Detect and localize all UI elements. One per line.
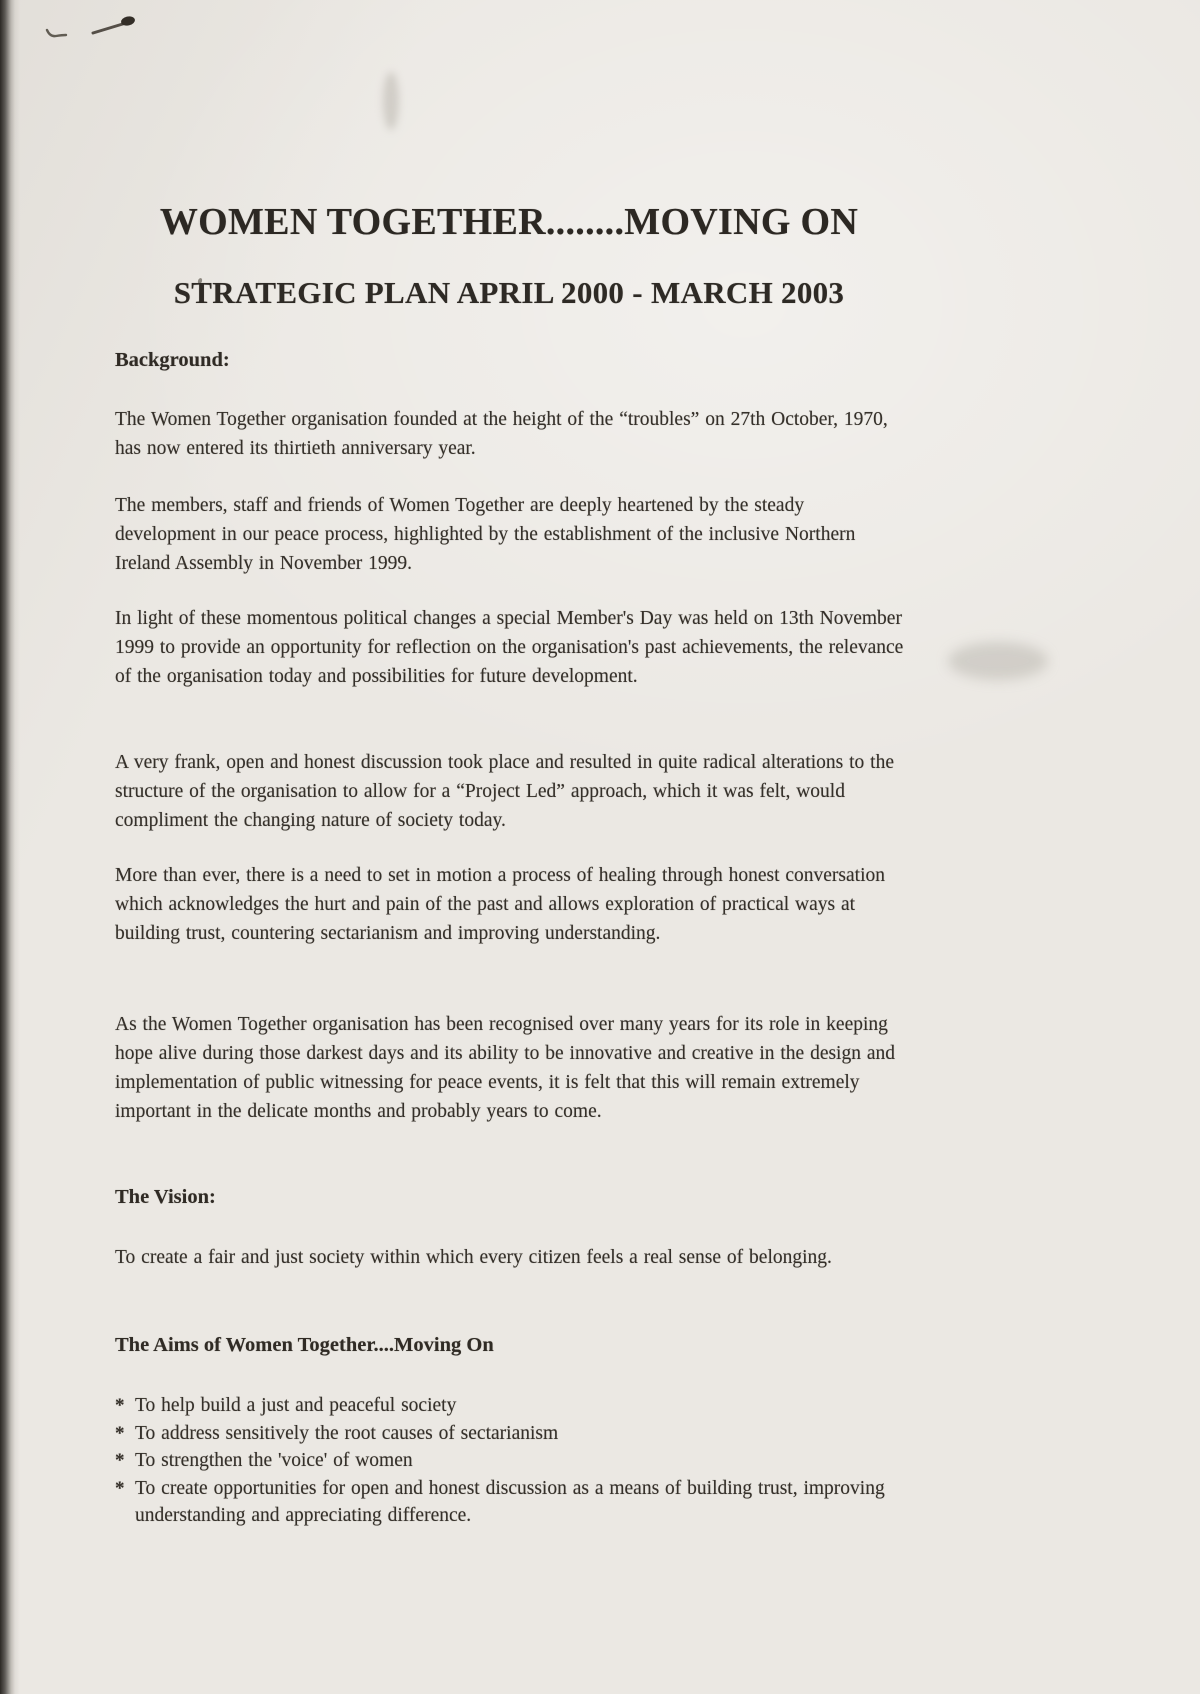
aim-text: To create opportunities for open and honest discussion as a means of building trust, improving understanding and appreciating difference.	[135, 1477, 885, 1527]
aims-list-item	[115, 1475, 915, 1530]
bullet-asterisk-icon: *	[115, 1450, 125, 1472]
background-paragraph-5: More than ever, there is a need to set in motion a process of healing through honest conversation which acknowledges the hurt and pain of the past and allows exploration of practical ways at building trust, countering sectarianism and improving understanding.	[115, 865, 886, 944]
background-paragraph-3: In light of these momentous political changes a special Member's Day was held on 13th November 1999 to provide an opportunity for reflection on the organisation's past achievements, the relevance of the organisation today and possibilities for future development.	[115, 608, 904, 687]
background-paragraph-1: The Women Together organisation founded at the height of the “troubles” on 27th October, 1970, has now entered its thirtieth anniversary year.	[115, 409, 888, 459]
vision-heading: The Vision:	[115, 1186, 216, 1208]
aim-text: To strengthen the 'voice' of women	[135, 1450, 413, 1472]
background-heading: Background:	[115, 349, 230, 371]
bullet-asterisk-icon: *	[115, 1477, 125, 1499]
pen-mark-icon	[0, 0, 180, 70]
scan-edge-shadow	[0, 0, 20, 1694]
photocopy-smudge	[383, 72, 399, 130]
background-paragraph-4: A very frank, open and honest discussion took place and resulted in quite radical alterations to the structure of the organisation to allow for a “Project Led” approach, which it was felt, would compliment the changing nature of society today.	[115, 752, 894, 831]
bullet-asterisk-icon: *	[115, 1422, 125, 1444]
bullet-asterisk-icon: *	[115, 1395, 125, 1416]
background-paragraph-6: As the Women Together organisation has been recognised over many years for its role in keeping hope alive during those darkest days and its ability to be innovative and creative in the design and implementation of public witnessing for peace events, it is felt that this will remain extremely important in the delicate months and probably years to come.	[115, 1014, 896, 1122]
aims-list-item	[115, 1420, 915, 1448]
aims-list-item	[115, 1392, 915, 1420]
document-title: WOMEN TOGETHER........MOVING ON	[159, 201, 859, 243]
aims-list	[115, 1392, 915, 1530]
aim-text: To help build a just and peaceful society	[135, 1395, 457, 1416]
background-paragraph-2: The members, staff and friends of Women Together are deeply heartened by the steady development in our peace process, highlighted by the establishment of the inclusive Northern Ireland Assembly in November 1999.	[115, 495, 856, 574]
aim-text: To address sensitively the root causes of sectarianism	[135, 1422, 559, 1444]
aims-list-item	[115, 1447, 915, 1475]
document-subtitle: STRATEGIC PLAN APRIL 2000 - MARCH 2003	[173, 275, 845, 310]
vision-text: To create a fair and just society within which every citizen feels a real sense of belonging.	[115, 1247, 832, 1268]
photocopy-smudge	[948, 642, 1048, 680]
aims-heading: The Aims of Women Together....Moving On	[115, 1334, 494, 1356]
